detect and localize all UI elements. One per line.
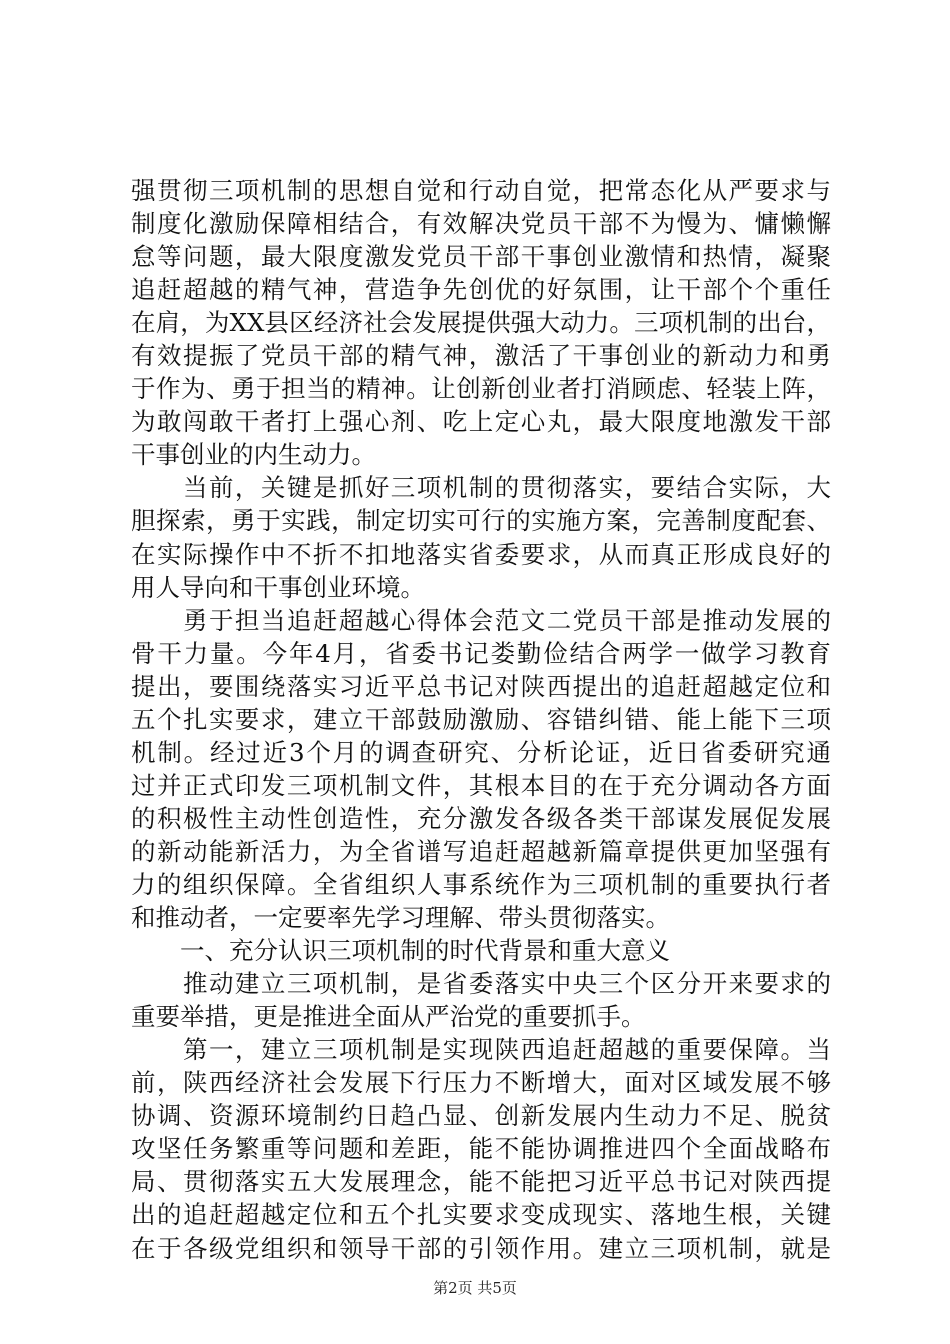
- text-line: 骨干力量。今年4月，省委书记娄勤俭结合两学一做学习教育: [131, 638, 831, 668]
- text-line: 为敢闯敢干者打上强心剂、吃上定心丸，最大限度地激发干部: [131, 407, 831, 437]
- text-line: 重要举措，更是推进全面从严治党的重要抓手。: [131, 1002, 646, 1032]
- text-line: 提出，要围绕落实习近平总书记对陕西提出的追赶超越定位和: [131, 671, 831, 701]
- text-line: 干事创业的内生动力。: [131, 440, 376, 470]
- text-line: 力的组织保障。全省组织人事系统作为三项机制的重要执行者: [131, 869, 831, 899]
- text-line: 当前，关键是抓好三项机制的贯彻落实，要结合实际，大: [131, 473, 831, 503]
- text-line: 推动建立三项机制，是省委落实中央三个区分开来要求的: [131, 969, 831, 999]
- text-line: 五个扎实要求，建立干部鼓励激励、容错纠错、能上能下三项: [131, 704, 831, 734]
- text-line: 机制。经过近3个月的调查研究、分析论证，近日省委研究通: [131, 737, 831, 767]
- text-line: 在肩，为XX县区经济社会发展提供强大动力。三项机制的出台，: [131, 308, 831, 338]
- text-line: 的积极性主动性创造性，充分激发各级各类干部谋发展促发展: [131, 803, 831, 833]
- text-line: 攻坚任务繁重等问题和差距，能不能协调推进四个全面战略布: [131, 1134, 831, 1164]
- text-line: 怠等问题，最大限度激发党员干部干事创业激情和热情，凝聚: [131, 242, 831, 272]
- text-line: 有效提振了党员干部的精气神，激活了干事创业的新动力和勇: [131, 341, 831, 371]
- text-line: 出的追赶超越定位和五个扎实要求变成现实、落地生根，关键: [131, 1200, 831, 1230]
- text-line: 在实际操作中不折不扣地落实省委要求，从而真正形成良好的: [131, 539, 831, 569]
- text-line: 勇于担当追赶超越心得体会范文二党员干部是推动发展的: [131, 605, 831, 635]
- text-line: 制度化激励保障相结合，有效解决党员干部不为慢为、慵懒懈: [131, 209, 831, 239]
- text-line: 胆探索，勇于实践，制定切实可行的实施方案，完善制度配套、: [131, 506, 831, 536]
- text-line: 强贯彻三项机制的思想自觉和行动自觉，把常态化从严要求与: [131, 176, 831, 205]
- text-line: 在于各级党组织和领导干部的引领作用。建立三项机制，就是: [131, 1233, 831, 1263]
- text-line: 局、贯彻落实五大发展理念，能不能把习近平总书记对陕西提: [131, 1167, 831, 1197]
- text-line: 于作为、勇于担当的精神。让创新创业者打消顾虑、轻装上阵，: [131, 374, 831, 404]
- text-line: 过并正式印发三项机制文件，其根本目的在于充分调动各方面: [131, 770, 831, 800]
- text-line: 用人导向和干事创业环境。: [131, 572, 425, 602]
- text-line: 协调、资源环境制约日趋凸显、创新发展内生动力不足、脱贫: [131, 1101, 831, 1131]
- text-line: 第一，建立三项机制是实现陕西追赶超越的重要保障。当: [131, 1035, 831, 1065]
- text-line: 前，陕西经济社会发展下行压力不断增大，面对区域发展不够: [131, 1068, 831, 1098]
- text-line: 的新动能新活力，为全省谱写追赶超越新篇章提供更加坚强有: [131, 836, 831, 866]
- page-footer: 第2页 共5页: [433, 1279, 517, 1297]
- text-line: 一、充分认识三项机制的时代背景和重大意义: [131, 936, 670, 966]
- document-body: [131, 174, 831, 1265]
- text-line: 和推动者，一定要率先学习理解、带头贯彻落实。: [131, 903, 670, 933]
- text-line: 追赶超越的精气神，营造争先创优的好氛围，让干部个个重任: [131, 275, 831, 305]
